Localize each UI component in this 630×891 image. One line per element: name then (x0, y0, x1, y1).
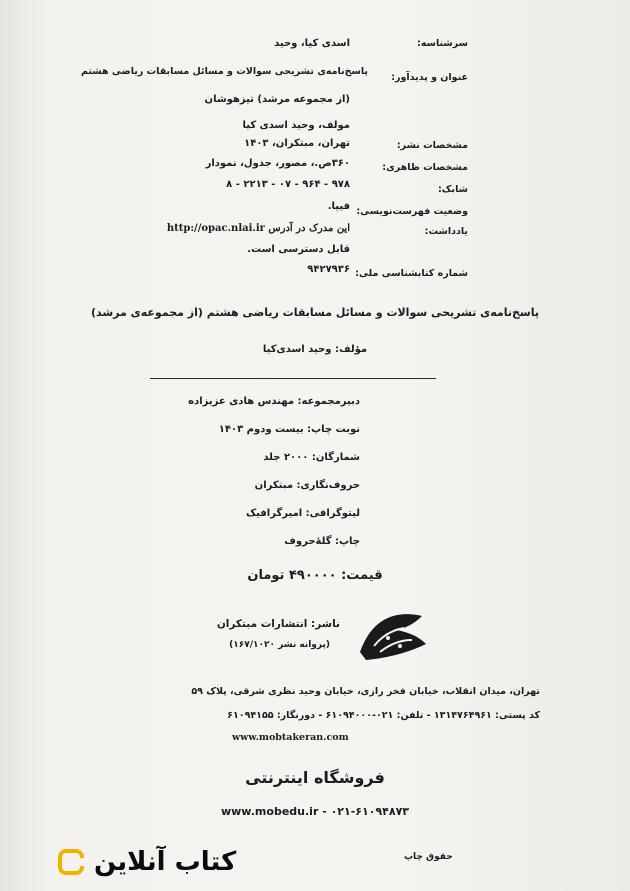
credit-line: دبیرمجموعه: مهندس هادی عزیزاده (188, 396, 360, 407)
cip-value: ۳۶۰ص.، مصور، جدول، نمودار (205, 158, 350, 169)
credit-line: حروف‌نگاری: مبتکران (254, 480, 360, 491)
cip-value: مولف، وحید اسدی کیا (242, 120, 350, 131)
cip-label: عنوان و پدیدآور: (391, 72, 468, 83)
brand-logo-icon (58, 849, 84, 875)
publisher-name: ناشر: انتشارات مبتکران (216, 618, 340, 630)
production-credits (160, 396, 360, 564)
cip-value: قابل دسترسی است. (247, 244, 350, 255)
cip-label: مشخصات ظاهری: (382, 162, 468, 173)
publisher-block (0, 606, 630, 676)
brand-watermark (58, 842, 236, 882)
book-author: مؤلف: وحید اسدی‌کیا (262, 344, 368, 355)
cip-label: وضعیت فهرست‌نویسی: (356, 206, 468, 217)
cip-label: یادداشت: (424, 226, 468, 237)
credit-line: چاپ: گلهٔ‌حروف (284, 536, 360, 547)
cip-value: این مدرک در آدرس http://opac.nlai.ir (166, 223, 350, 234)
cip-label: شابک: (437, 184, 468, 195)
credit-line: لیتوگرافی: امیرگرافیک (245, 508, 360, 519)
cip-value: فیپا. (327, 201, 350, 212)
credit-line: شمارگان: ۲۰۰۰ جلد (263, 452, 360, 463)
divider (150, 378, 436, 379)
cip-label: شماره کتابشناسی ملی: (355, 268, 468, 279)
publisher-logo-icon (352, 606, 434, 668)
cip-value: ۹۴۲۷۹۳۶ (307, 264, 350, 275)
cip-value: (از مجموعه مرشد) تیزهوشان (204, 94, 350, 105)
phones: کد پستی: ۱۳۱۴۷۶۴۹۶۱ - تلفن: ۰۲۱-۶۱۰۹۴۰۰۰ - دورنگار: ۶۱۰۹۴۱۵۵ (227, 710, 540, 721)
publisher-license: (پروانه نشر ۱۶۷/۱۰۲۰) (229, 640, 330, 650)
cip-label: مشخصات نشر: (396, 140, 468, 151)
publisher-website-link[interactable]: www.mobtakeran.com (232, 732, 349, 743)
cip-value: اسدی کیا، وحید (274, 38, 350, 49)
cip-value: ۹۷۸ - ۹۶۴ - ۰۷ - ۲۲۱۳ - ۸ (226, 179, 350, 190)
book-title: پاسخ‌نامه‌ی تشریحی سوالات و مسائل مسابقات ریاضی هشتم (از مجموعه‌ی مرشد) (90, 306, 540, 319)
cataloging-in-publication (0, 38, 630, 288)
cip-value: پاسخ‌نامه‌ی تشریحی سوالات و مسائل مسابقات ریاضی هشتم (81, 66, 368, 77)
online-shop-title: فروشگاه اینترنتی (245, 768, 385, 787)
cip-value: تهران، مبتکران، ۱۴۰۳ (244, 138, 350, 149)
credit-line: نوبت چاپ: بیست ودوم ۱۴۰۳ (218, 424, 360, 435)
price: قیمت: ۴۹۰۰۰۰ تومان (247, 568, 383, 583)
copyright-notice: حقوق چاپ (404, 852, 453, 862)
address: تهران، میدان انقلاب، خیابان فخر رازی، خیابان وحید نظری شرقی، پلاک ۵۹ (191, 686, 540, 697)
cip-label: سرشناسه: (417, 38, 468, 49)
online-shop-link[interactable]: www.mobedu.ir - ۰۲۱-۶۱۰۹۴۸۷۳ (220, 805, 410, 818)
brand-text: کتاب آنلاین (94, 847, 237, 877)
